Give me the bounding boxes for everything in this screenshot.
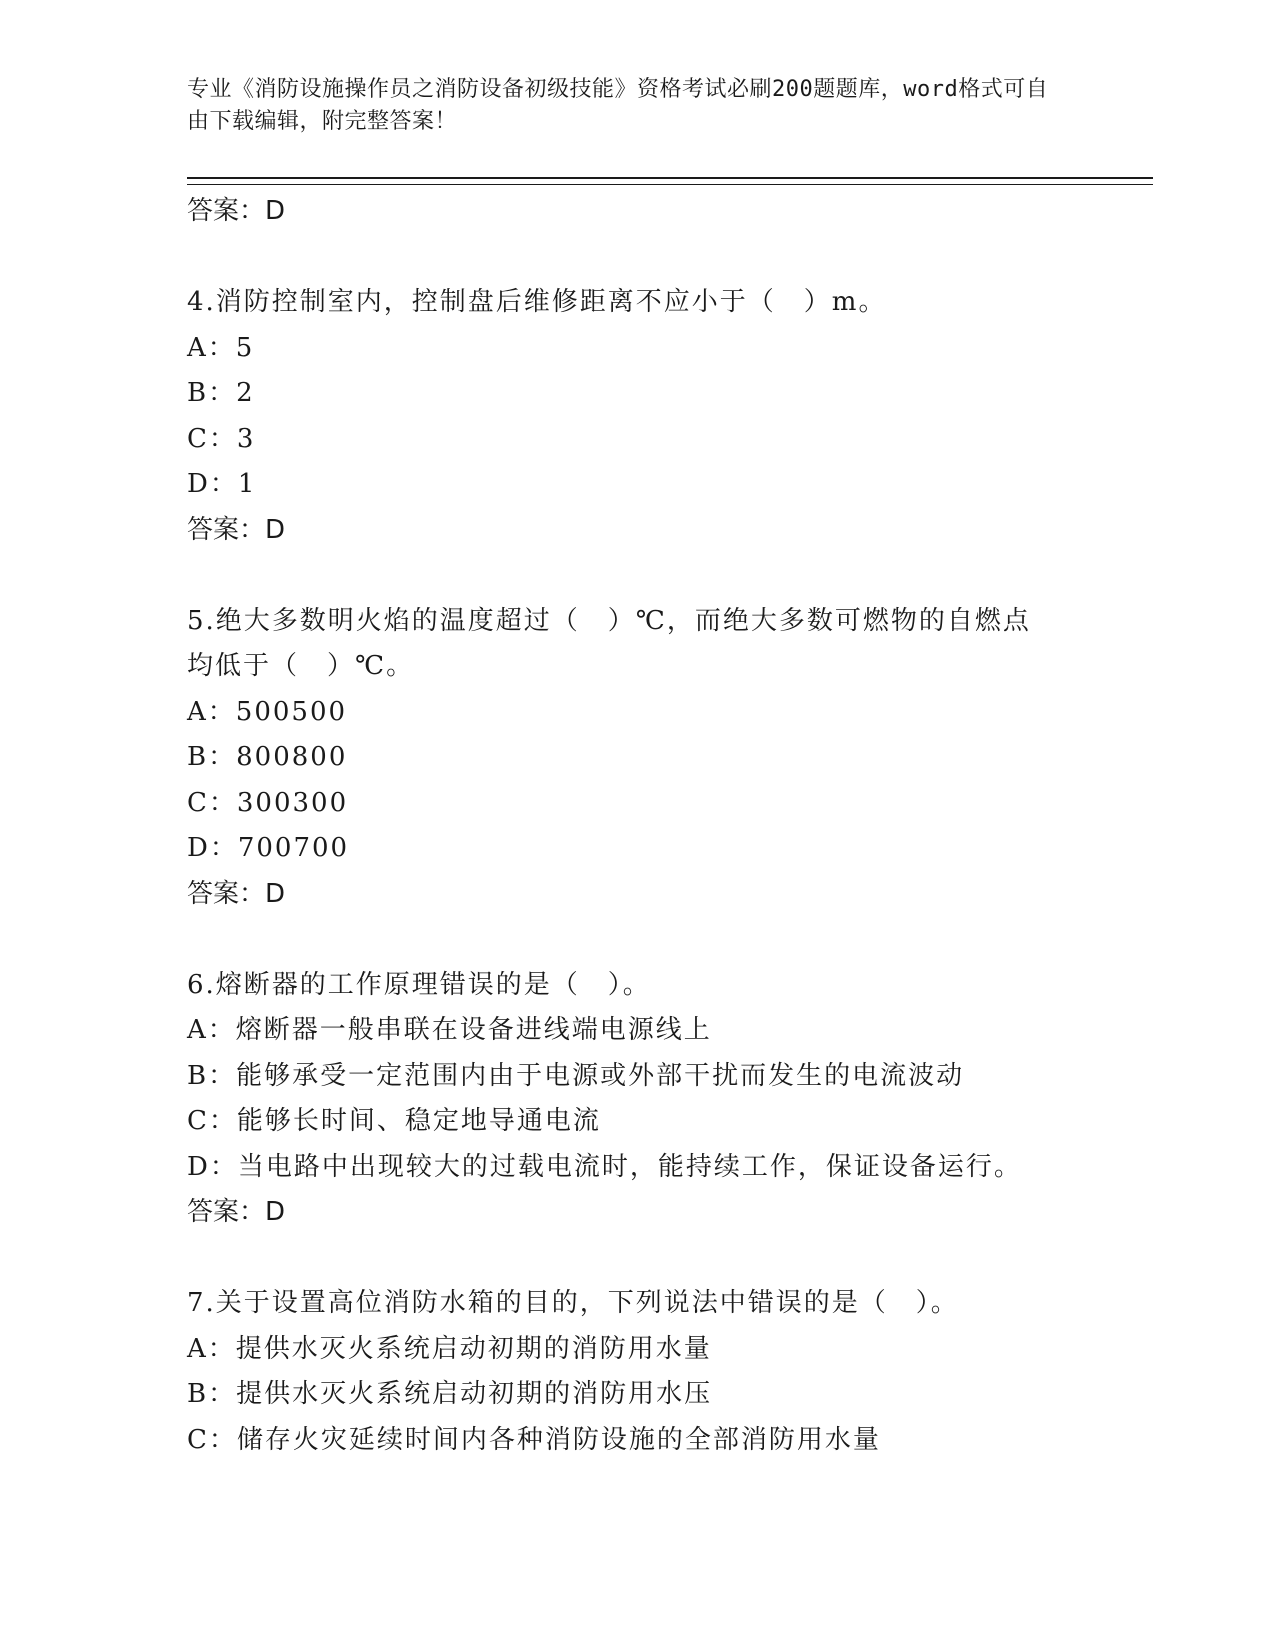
option-a: A：提供水灭火系统启动初期的消防用水量 (187, 1333, 712, 1364)
answer-line: 答案：D (187, 1197, 286, 1227)
option-b: B：800800 (187, 742, 348, 772)
question-item (187, 599, 1087, 918)
answer-line: 答案：D (187, 514, 286, 545)
answer-line: 答案：D (187, 196, 286, 226)
answer-line: 答案：D (187, 878, 286, 909)
option-d: D：700700 (187, 833, 350, 863)
question-item (187, 1281, 1087, 1463)
question-stem: 5.绝大多数明火焰的温度超过（ ）℃，而绝大多数可燃物的自燃点 (187, 605, 1031, 636)
question-stem: 6.熔断器的工作原理错误的是（ ）。 (187, 969, 651, 1000)
question-item (187, 280, 1087, 553)
option-c: C：300300 (187, 787, 349, 818)
option-d: D：当电路中出现较大的过载电流时，能持续工作，保证设备运行。 (187, 1151, 1022, 1182)
option-b: B：能够承受一定范围内由于电源或外部干扰而发生的电流波动 (187, 1060, 965, 1091)
question-stem: 7.关于设置高位消防水箱的目的，下列说法中错误的是（ ）。 (187, 1288, 959, 1318)
option-c: C：能够长时间、稳定地导通电流 (187, 1106, 601, 1136)
option-b: B：提供水灭火系统启动初期的消防用水压 (187, 1379, 713, 1409)
option-c: C：3 (187, 423, 256, 454)
header-divider-thin (187, 184, 1153, 185)
question-item (187, 963, 1087, 1236)
document-header: 专业《消防设施操作员之消防设备初级技能》资格考试必刷200题题库，word格式可自由下载编辑，附完整答案！ (187, 77, 1049, 134)
option-b: B：2 (187, 378, 255, 408)
question-stem-continued: 均低于（ ）℃。 (187, 651, 415, 681)
option-a: A：500500 (187, 696, 348, 727)
header-divider-thick (187, 177, 1153, 179)
option-d: D：1 (187, 469, 257, 499)
option-a: A：熔断器一般串联在设备进线端电源线上 (187, 1015, 712, 1045)
option-c: C：储存火灾延续时间内各种消防设施的全部消防用水量 (187, 1424, 881, 1455)
question-stem: 4.消防控制室内，控制盘后维修距离不应小于（ ）m。 (187, 287, 887, 317)
option-a: A：5 (187, 332, 255, 363)
question-list (187, 189, 1087, 1463)
